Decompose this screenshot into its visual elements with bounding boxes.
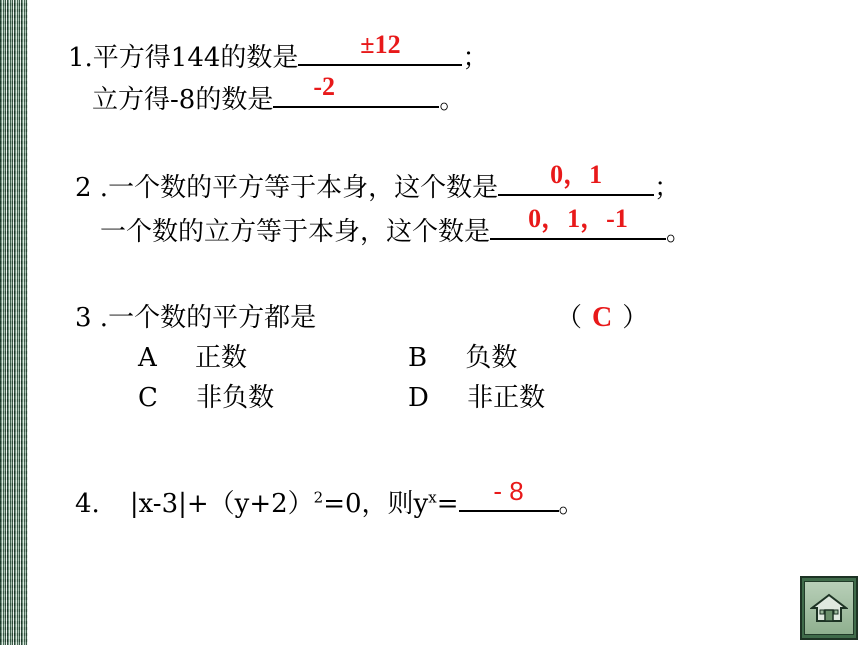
q1-line1: 1.平方得144的数是 ±12 ； [68,30,489,73]
q2-blank1 [498,160,654,196]
q2-answer1: 0，1 [550,160,603,189]
q2-blank2 [490,204,666,240]
q2-line1: 2 .一个数的平方等于本身，这个数是 0，1 ； [75,160,681,203]
q2-line2: 一个数的立方等于本身，这个数是 0，1，-1 。 [100,204,693,247]
q1-answer2: -2 [313,72,335,101]
q1-blank1 [298,30,462,66]
q3-option-c: C 非负数 [138,383,275,413]
q3-option-b: B 负数 [408,343,518,373]
q1-line2: 立方得-8的数是 -2 。 [92,72,466,115]
q3-answer-paren: （ C ） [556,302,649,333]
q4-blank [459,476,559,512]
home-button[interactable] [800,576,858,640]
q3-prompt: 3 .一个数的平方都是 [75,303,317,333]
q2-answer2: 0，1，-1 [528,204,628,233]
q3-answer: C [592,302,613,333]
q1-answer1: ±12 [360,30,401,59]
q1-blank2 [273,72,439,108]
q3-option-d: D 非正数 [408,383,546,413]
q4-answer: - 8 [493,476,524,506]
home-icon [810,593,848,623]
q3-option-a: A 正数 [138,343,248,373]
q4-line: 4. $|x-3|+(y+2)^2=0$，则$y^x=$ - 8 。 [75,476,585,519]
decorative-left-bar [0,0,28,645]
